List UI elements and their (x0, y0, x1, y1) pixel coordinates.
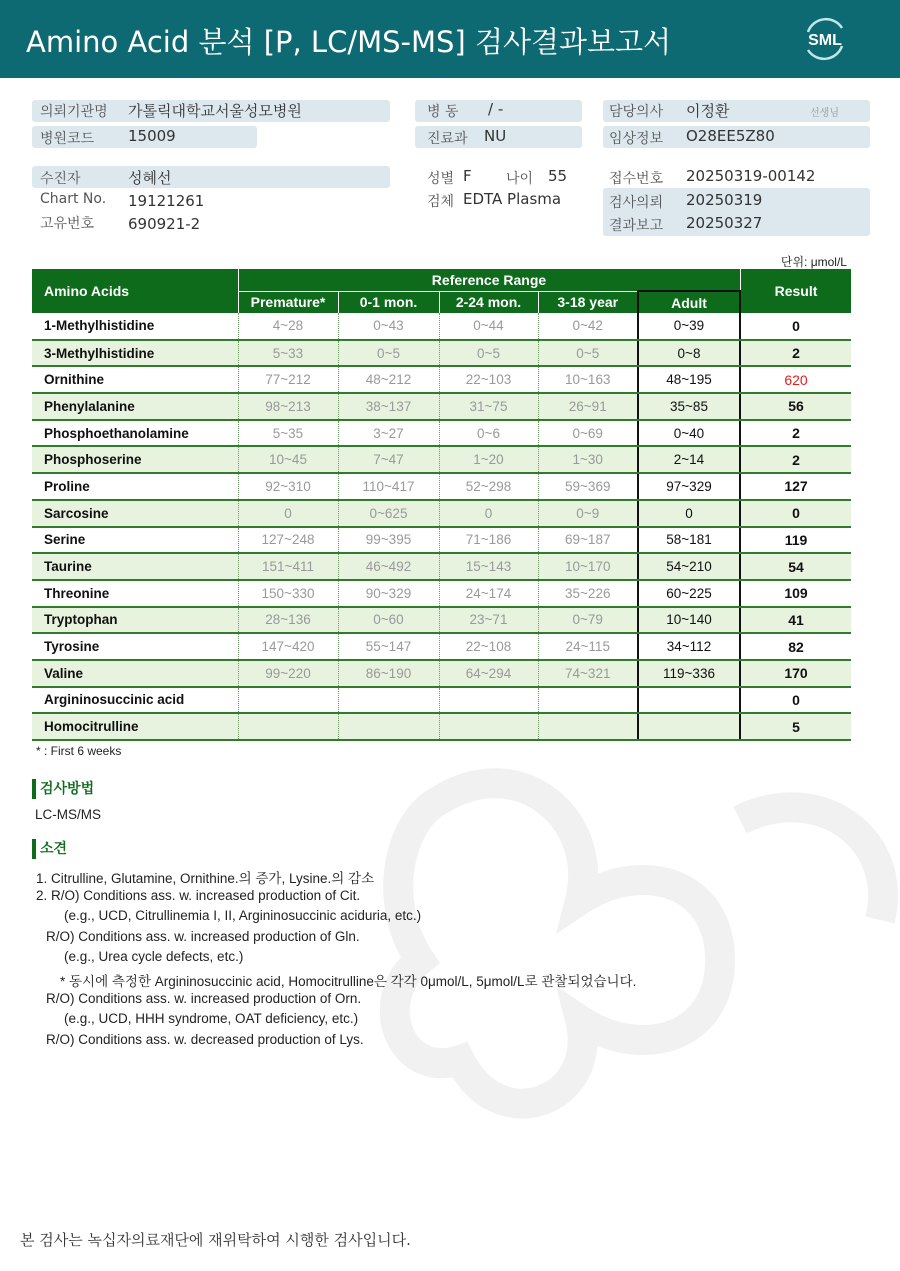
header-amino-acids: Amino Acids (32, 269, 238, 313)
result-cell: 620 (740, 366, 851, 393)
table-row (32, 340, 851, 367)
reference-range-cell: 151~411 (238, 553, 338, 580)
result-cell: 2 (740, 446, 851, 473)
method-value: LC-MS/MS (35, 807, 102, 822)
table-row (32, 553, 851, 580)
findings-line: * 동시에 측정한 Argininosuccinic acid, Homocitrulline은 각각 0μmol/L, 5μmol/L로 관찰되었습니다. (60, 974, 637, 989)
result-cell: 0 (740, 500, 851, 527)
bottom-note: 본 검사는 녹십자의료재단에 재위탁하여 시행한 검사입니다. (20, 1231, 411, 1249)
reference-range-cell: 22~103 (439, 366, 538, 393)
result-cell: 2 (740, 340, 851, 367)
reference-range-cell: 0~44 (439, 313, 538, 340)
id-label: 고유번호 (40, 216, 95, 232)
amino-acid-table (32, 269, 851, 741)
reference-range-cell: 24~115 (538, 633, 638, 660)
sex-label: 성별 (427, 171, 455, 187)
reference-range-cell: 28~136 (238, 607, 338, 634)
report-header (0, 0, 900, 78)
specimen-label: 검체 (427, 194, 455, 210)
result-cell: 119 (740, 527, 851, 554)
reference-range-cell (338, 713, 439, 740)
reference-range-cell: 48~212 (338, 366, 439, 393)
reference-range-cell: 110~417 (338, 473, 439, 500)
table-row (32, 633, 851, 660)
dept-value: NU (484, 127, 507, 145)
hospital-code-label: 병원코드 (40, 131, 95, 147)
amino-acid-name: Phenylalanine (32, 393, 238, 420)
reference-range-cell (439, 713, 538, 740)
amino-acid-name: Taurine (32, 553, 238, 580)
reference-range-cell: 1~30 (538, 446, 638, 473)
request-value: 20250319 (686, 191, 763, 209)
reference-range-cell (638, 713, 740, 740)
doctor-value: 이정환 (686, 102, 730, 120)
reference-range-cell: 2~14 (638, 446, 740, 473)
reference-range-cell: 5~35 (238, 420, 338, 447)
reference-range-cell: 0~42 (538, 313, 638, 340)
reference-range-cell: 55~147 (338, 633, 439, 660)
table-row (32, 500, 851, 527)
result-cell: 0 (740, 687, 851, 714)
reference-range-cell: 90~329 (338, 580, 439, 607)
amino-acid-name: Phosphoethanolamine (32, 420, 238, 447)
reference-range-cell: 38~137 (338, 393, 439, 420)
amino-acid-name: Threonine (32, 580, 238, 607)
reference-range-cell: 22~108 (439, 633, 538, 660)
result-cell: 54 (740, 553, 851, 580)
findings-line: 1. Citrulline, Glutamine, Ornithine.의 증가, Lysine.의 감소 (36, 871, 375, 886)
reference-range-cell: 59~369 (538, 473, 638, 500)
result-cell: 109 (740, 580, 851, 607)
clinical-value: O28EE5Z80 (686, 127, 775, 145)
reference-range-cell: 34~112 (638, 633, 740, 660)
reference-range-cell: 86~190 (338, 660, 439, 687)
table-row (32, 687, 851, 714)
sml-logo (800, 14, 850, 64)
reference-range-cell: 64~294 (439, 660, 538, 687)
reference-range-cell: 147~420 (238, 633, 338, 660)
request-label: 검사의뢰 (609, 195, 664, 211)
reference-range-cell: 15~143 (439, 553, 538, 580)
findings-line: R/O) Conditions ass. w. increased production of Orn. (46, 990, 362, 1006)
table-row (32, 660, 851, 687)
reference-range-cell: 98~213 (238, 393, 338, 420)
reference-range-cell: 5~33 (238, 340, 338, 367)
reference-range-cell: 26~91 (538, 393, 638, 420)
reference-range-cell: 71~186 (439, 527, 538, 554)
reference-range-cell: 0~5 (439, 340, 538, 367)
specimen-value: EDTA Plasma (463, 190, 562, 208)
reference-range-cell: 0~8 (638, 340, 740, 367)
table-row (32, 446, 851, 473)
reference-range-cell: 0~60 (338, 607, 439, 634)
ward-label: 병 동 (427, 104, 459, 120)
reference-range-cell: 0~40 (638, 420, 740, 447)
header-col-0: Premature* (238, 291, 338, 313)
accession-label: 접수번호 (609, 171, 664, 187)
findings-line: 2. R/O) Conditions ass. w. increased production of Cit. (36, 887, 361, 903)
reference-range-cell: 60~225 (638, 580, 740, 607)
result-cell: 82 (740, 633, 851, 660)
reference-range-cell (238, 687, 338, 714)
header-col-3: 3-18 year (538, 291, 638, 313)
reference-range-cell: 31~75 (439, 393, 538, 420)
reference-range-cell: 23~71 (439, 607, 538, 634)
reference-range-cell: 46~492 (338, 553, 439, 580)
reference-range-cell: 0~625 (338, 500, 439, 527)
header-col-2: 2-24 mon. (439, 291, 538, 313)
reference-range-cell: 92~310 (238, 473, 338, 500)
header-col-4: Adult (638, 291, 740, 313)
watermark-logo (380, 760, 900, 1140)
table-row (32, 393, 851, 420)
reference-range-cell (238, 713, 338, 740)
reference-range-cell: 0~43 (338, 313, 439, 340)
doctor-label: 담당의사 (609, 104, 664, 120)
unit-label: 단위: μmol/L (780, 255, 847, 269)
report-value: 20250327 (686, 214, 763, 232)
reference-range-cell: 1~20 (439, 446, 538, 473)
findings-line: (e.g., UCD, HHH syndrome, OAT deficiency, etc.) (64, 1011, 359, 1027)
reference-range-cell: 48~195 (638, 366, 740, 393)
reference-range-cell (538, 713, 638, 740)
institution-label: 의뢰기관명 (40, 104, 108, 120)
reference-range-cell (538, 687, 638, 714)
amino-acid-name: 3-Methylhistidine (32, 340, 238, 367)
reference-range-cell: 35~85 (638, 393, 740, 420)
table-footnote: * : First 6 weeks (36, 744, 122, 758)
patient-value: 성혜선 (128, 169, 172, 187)
reference-range-cell: 4~28 (238, 313, 338, 340)
table-row (32, 313, 851, 340)
amino-acid-name: Serine (32, 527, 238, 554)
reference-range-cell: 35~226 (538, 580, 638, 607)
reference-range-cell: 0~39 (638, 313, 740, 340)
reference-range-cell: 10~170 (538, 553, 638, 580)
amino-acid-name: Homocitrulline (32, 713, 238, 740)
amino-acid-name: Proline (32, 473, 238, 500)
reference-range-cell: 0~69 (538, 420, 638, 447)
findings-heading: 소견 (32, 839, 67, 859)
chart-value: 19121261 (128, 192, 205, 210)
table-row (32, 527, 851, 554)
method-heading: 검사방법 (32, 779, 94, 799)
header-col-1: 0-1 mon. (338, 291, 439, 313)
findings-line: (e.g., Urea cycle defects, etc.) (64, 949, 244, 965)
reference-range-cell (638, 687, 740, 714)
reference-range-cell: 0~9 (538, 500, 638, 527)
report-label: 결과보고 (609, 218, 664, 234)
reference-range-cell: 54~210 (638, 553, 740, 580)
reference-range-cell: 99~395 (338, 527, 439, 554)
amino-acid-name: 1-Methylhistidine (32, 313, 238, 340)
amino-acid-name: Sarcosine (32, 500, 238, 527)
svg-text:SML: SML (808, 32, 842, 49)
reference-range-cell: 7~47 (338, 446, 439, 473)
hospital-code-value: 15009 (128, 127, 176, 145)
table-row (32, 713, 851, 740)
age-label: 나이 (506, 171, 534, 187)
reference-range-cell: 74~321 (538, 660, 638, 687)
reference-range-cell: 52~298 (439, 473, 538, 500)
reference-range-cell: 77~212 (238, 366, 338, 393)
result-cell: 5 (740, 713, 851, 740)
reference-range-cell: 97~329 (638, 473, 740, 500)
reference-range-cell: 150~330 (238, 580, 338, 607)
reference-range-cell: 10~45 (238, 446, 338, 473)
reference-range-cell: 3~27 (338, 420, 439, 447)
header-result: Result (740, 269, 851, 313)
reference-range-cell: 119~336 (638, 660, 740, 687)
patient-label: 수진자 (40, 171, 81, 187)
findings-line: R/O) Conditions ass. w. increased production of Gln. (46, 928, 360, 944)
reference-range-cell: 10~140 (638, 607, 740, 634)
reference-range-cell: 24~174 (439, 580, 538, 607)
reference-range-cell: 0~79 (538, 607, 638, 634)
table-row (32, 420, 851, 447)
reference-range-cell: 0 (439, 500, 538, 527)
table-row (32, 366, 851, 393)
header-reference-range: Reference Range (238, 269, 740, 291)
table-row (32, 473, 851, 500)
dept-label: 진료과 (427, 131, 468, 147)
report-title: Amino Acid 분석 [P, LC/MS-MS] 검사결과보고서 (26, 25, 672, 59)
reference-range-cell: 127~248 (238, 527, 338, 554)
result-cell: 2 (740, 420, 851, 447)
result-cell: 170 (740, 660, 851, 687)
result-cell: 41 (740, 607, 851, 634)
ward-value: / - (488, 100, 504, 118)
result-cell: 0 (740, 313, 851, 340)
reference-range-cell: 0~5 (538, 340, 638, 367)
amino-acid-name: Phosphoserine (32, 446, 238, 473)
reference-range-cell: 0 (638, 500, 740, 527)
amino-acid-name: Argininosuccinic acid (32, 687, 238, 714)
clinical-label: 임상정보 (609, 131, 664, 147)
accession-value: 20250319-00142 (686, 167, 816, 185)
reference-range-cell: 0~6 (439, 420, 538, 447)
reference-range-cell: 0~5 (338, 340, 439, 367)
patient-field (32, 166, 390, 188)
doctor-suffix: 선생님 (810, 108, 839, 119)
institution-value: 가톨릭대학교서울성모병원 (128, 102, 302, 120)
amino-acid-name: Tyrosine (32, 633, 238, 660)
amino-acid-name: Valine (32, 660, 238, 687)
findings-line: R/O) Conditions ass. w. decreased production of Lys. (46, 1031, 364, 1047)
reference-range-cell (439, 687, 538, 714)
table-row (32, 607, 851, 634)
sex-value: F (463, 167, 472, 185)
findings-line: (e.g., UCD, Citrullinemia I, II, Argininosuccinic aciduria, etc.) (64, 908, 422, 924)
result-cell: 127 (740, 473, 851, 500)
reference-range-cell: 10~163 (538, 366, 638, 393)
amino-acid-name: Ornithine (32, 366, 238, 393)
reference-range-cell: 69~187 (538, 527, 638, 554)
result-cell: 56 (740, 393, 851, 420)
id-value: 690921-2 (128, 215, 201, 233)
reference-range-cell: 99~220 (238, 660, 338, 687)
chart-label: Chart No. (40, 191, 107, 207)
table-row (32, 580, 851, 607)
amino-acid-name: Tryptophan (32, 607, 238, 634)
reference-range-cell: 58~181 (638, 527, 740, 554)
age-value: 55 (548, 167, 568, 185)
reference-range-cell: 0 (238, 500, 338, 527)
reference-range-cell (338, 687, 439, 714)
